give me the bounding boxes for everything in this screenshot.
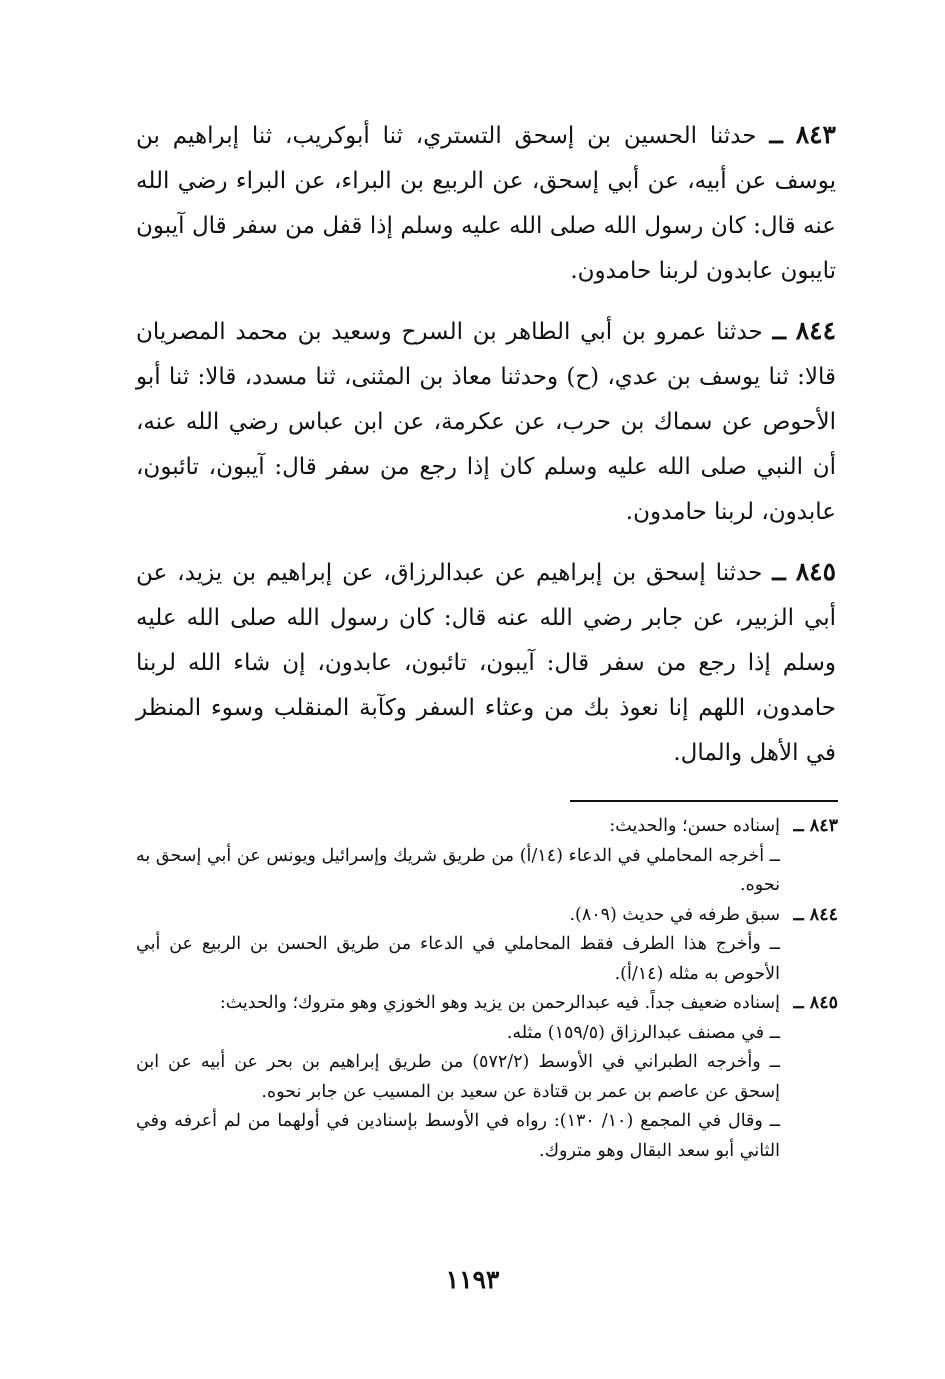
footnote-line: ــ وأخرج هذا الطرف فقط المحاملي في الدعاء من طريق الحسن بن الربيع عن أبي الأحوص به مثله (١٤/أ). [136,934,780,984]
footnote-head: سبق طرفه في حديث (٨٠٩). [569,904,780,925]
hadith-text: حدثنا الحسين بن إسحق التستري، ثنا أبوكريب، ثنا إبراهيم بن يوسف عن أبيه، عن أبي إسحق، عن الربيع بن البراء، عن البراء رضي الله عنه قال: كان رسول الله صلى الله عليه وسلم إذا قفل من سفر قال آيبون تايبون عابدون لربنا حامدون. [136,123,836,284]
hadith-dash: ــ [772,559,786,586]
hadith-843 [136,112,836,294]
footnote-number: ٨٤٥ ــ [793,993,838,1013]
footnote-head: إسناده ضعيف جداً. فيه عبدالرحمن بن يزيد وهو الخوزي وهو متروك؛ والحديث: [219,993,780,1013]
hadith-number: ٨٤٣ [795,120,836,149]
footnote-843 [136,812,838,842]
hadith-number: ٨٤٤ [795,316,837,345]
footnote-number: ٨٤٣ ــ [793,816,838,836]
footnote-number: ٨٤٤ ــ [793,904,838,925]
footnote-line: ــ وقال في المجمع (١٠/ ١٣٠): رواه في الأوسط بإسنادين في أولهما من لم أعرفه وفي الثاني أبو سعد البقال وهو متروك. [136,1111,780,1161]
page-number: ١١٩٣ [445,1265,500,1294]
footnote-line: ــ أخرجه المحاملي في الدعاء (١٤/أ) من طريق شريك وإسرائيل ويونس عن أبي إسحق به نحوه. [136,845,780,895]
main-text [136,112,836,790]
footnote-head: إسناده حسن؛ والحديث: [609,816,780,836]
hadith-text: حدثنا إسحق بن إبراهيم عن عبدالرزاق، عن إبراهيم بن يزيد، عن أبي الزبير، عن جابر رضي الله عنه قال: كان رسول الله صلى الله عليه وسلم إذا رجع من سفر قال: آيبون، تائبون، عابدون، إن شاء الله لربنا حامدون، اللهم إنا نعوذ بك من وعثاء السفر وكآبة المنقلب وسوء المنظر في الأهل والمال. [136,560,836,766]
hadith-dash: ــ [769,122,783,149]
hadith-dash: ــ [772,318,786,345]
footnote-845 [136,989,838,1019]
hadith-845 [136,549,836,776]
footnote-844 [136,901,838,931]
hadith-number: ٨٤٥ [795,557,837,586]
hadith-844 [136,308,836,535]
footnote-line: ــ وأخرجه الطبراني في الأوسط (٥٧٢/٢) من طريق إبراهيم بن بحر عن أبيه عن ابن إسحق عن عاصم بن عمر بن قتادة عن سعيد بن المسيب عن جابر نحوه. [136,1052,780,1102]
hadith-text: حدثنا عمرو بن أبي الطاهر بن السرح وسعيد بن محمد المصريان قالا: ثنا يوسف بن عدي، (ح) وحدثنا معاذ بن المثنى، ثنا مسدد، قالا: ثنا أبو الأحوص عن سماك بن حرب، عن عكرمة، عن ابن عباس رضي الله عنه، أن النبي صلى الله عليه وسلم كان إذا رجع من سفر قال: آيبون، تائبون، عابدون، لربنا حامدون. [136,319,836,525]
footnotes [136,812,838,1166]
footnote-line: ــ في مصنف عبدالرزاق (١٥٩/٥) مثله. [506,1022,780,1043]
footnote-separator [570,800,838,802]
